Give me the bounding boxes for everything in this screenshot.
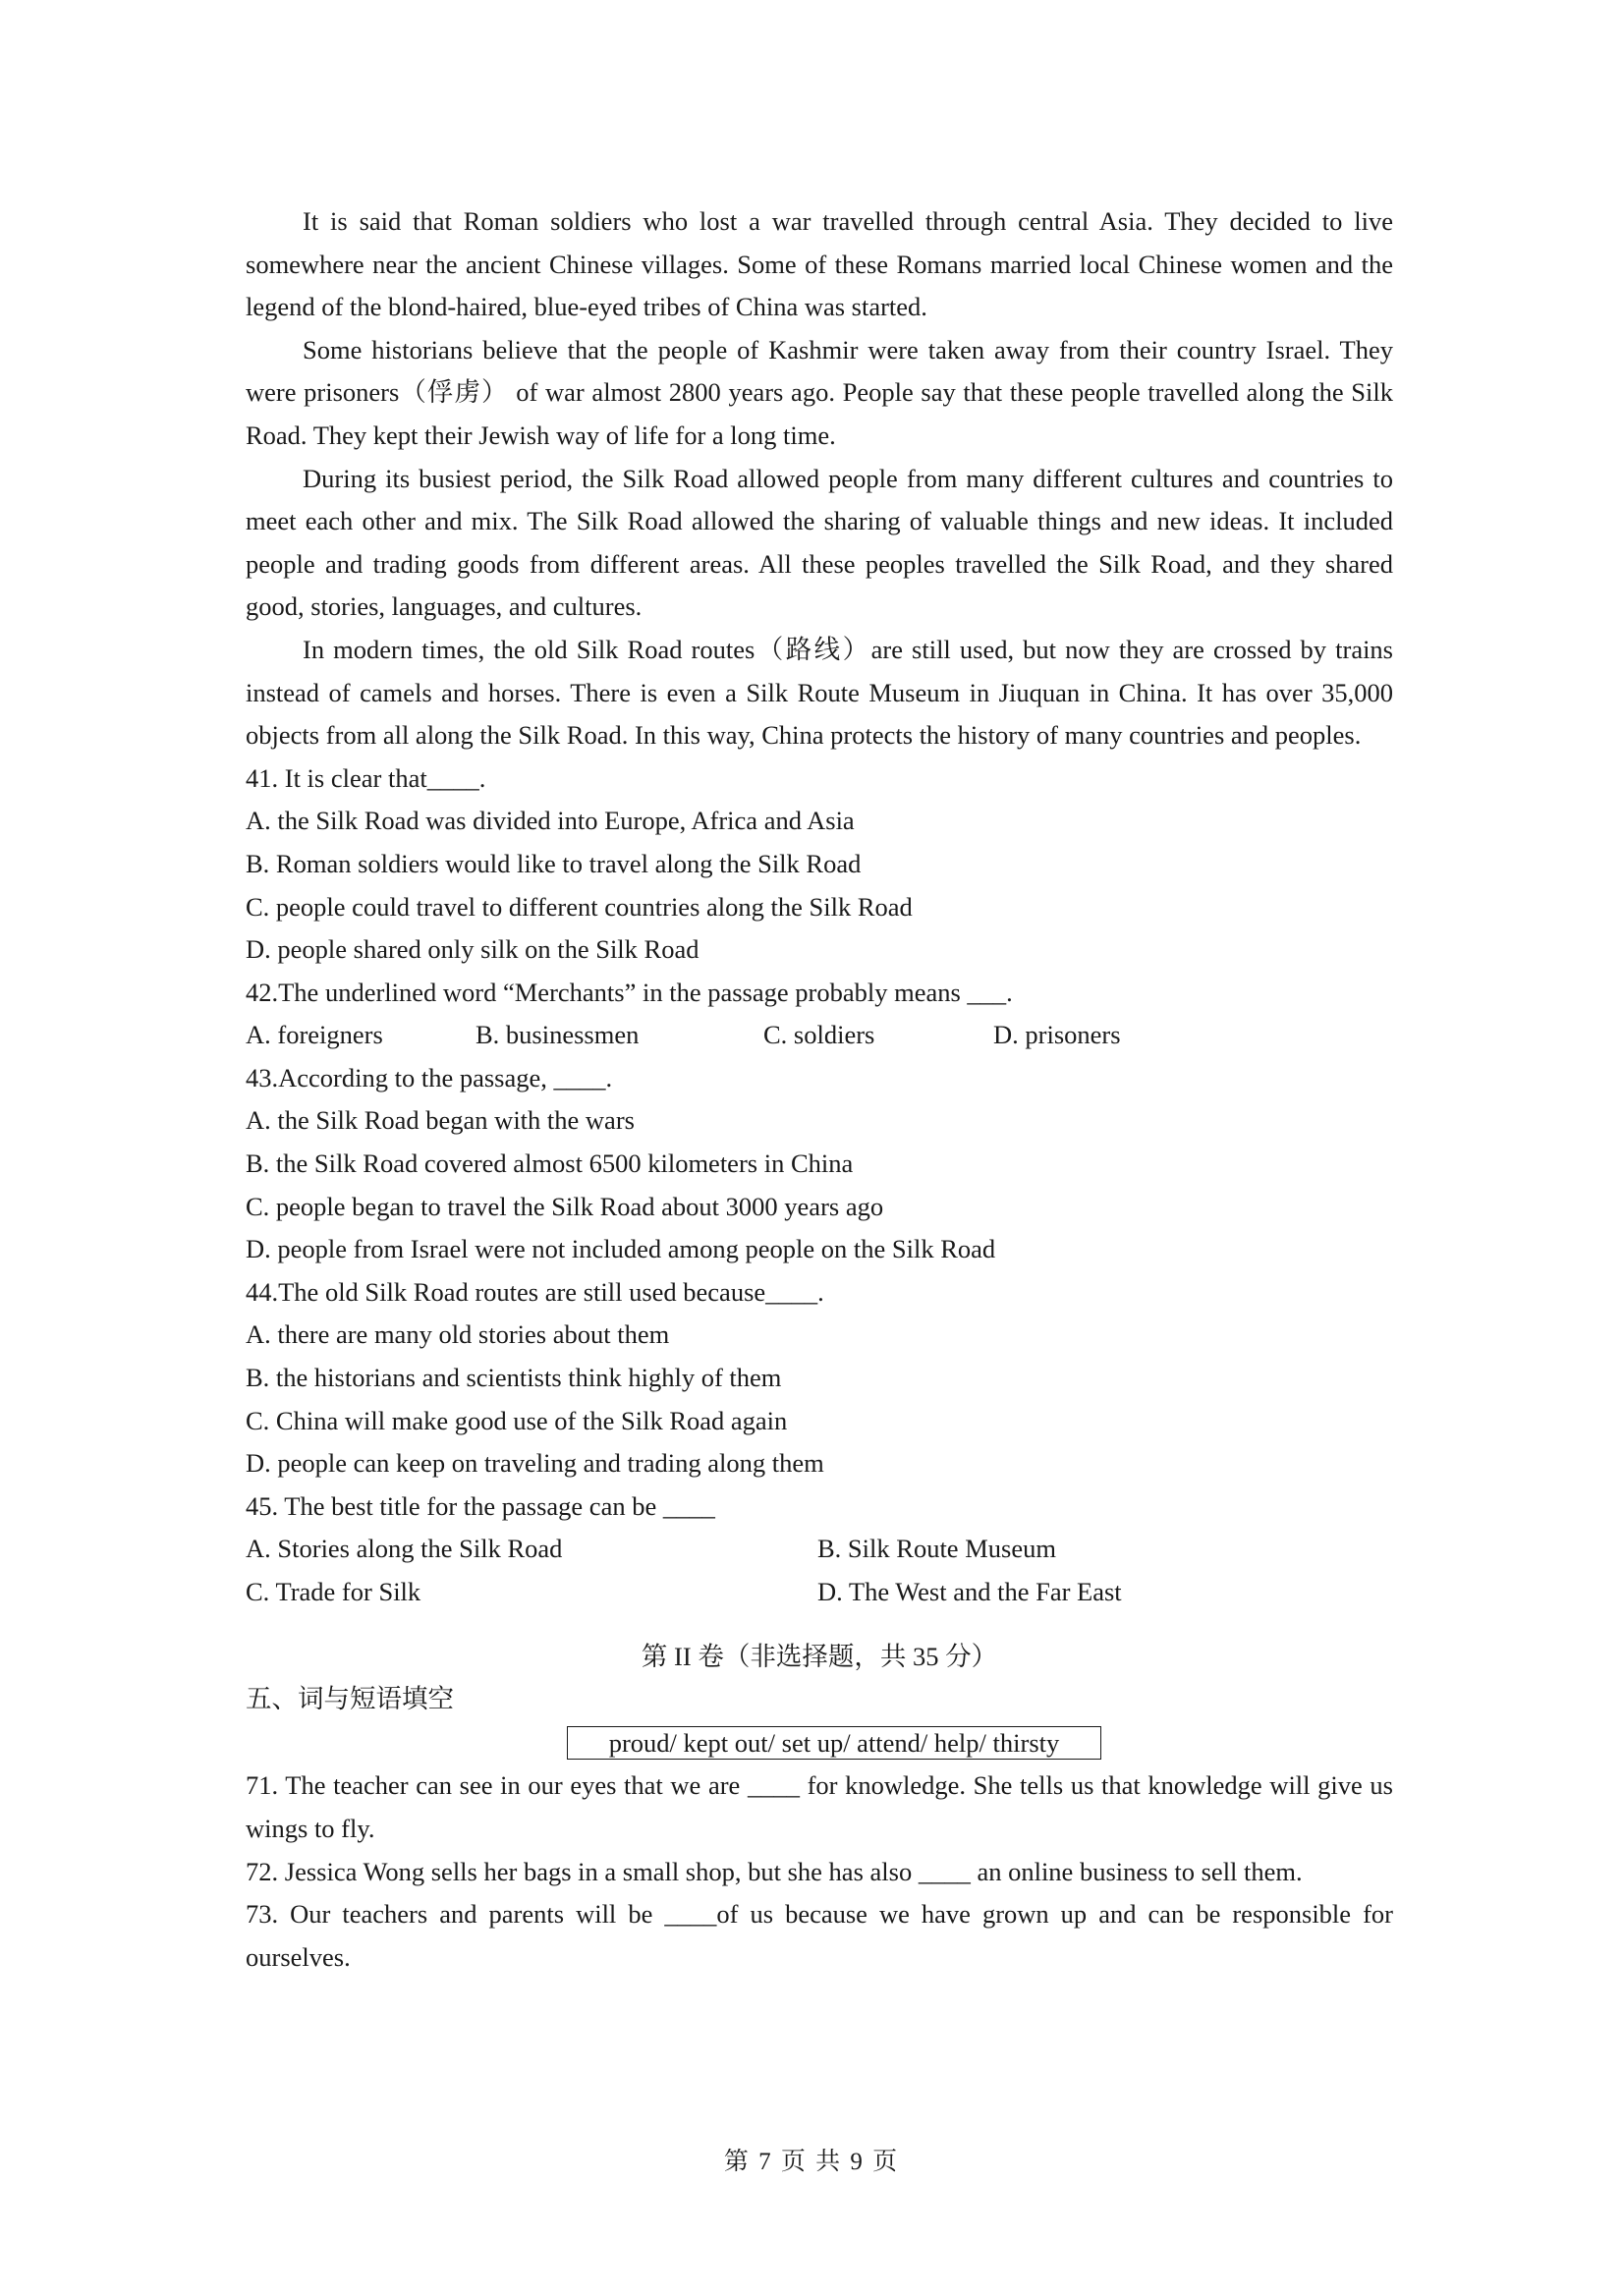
question-44-option-d: D. people can keep on traveling and trading along them xyxy=(246,1448,824,1479)
passage-paragraph: In modern times, the old Silk Road routes（路线）are still used, but now they are crossed by trains instead of camels and horses. There is even a Silk Route Museum in Jiuquan in China. It has over 35,000 objects from all along the Silk Road. In this way, China protects the history of many countries and peoples. xyxy=(246,634,1393,751)
question-45-option-b: B. Silk Route Museum xyxy=(817,1534,1056,1564)
question-42-option-a: A. foreigners xyxy=(246,1020,383,1050)
question-41-option-b: B. Roman soldiers would like to travel along the Silk Road xyxy=(246,848,862,878)
word-box: proud/ kept out/ set up/ attend/ help/ thirsty xyxy=(567,1726,1102,1760)
question-43-stem: 43.According to the passage, ____. xyxy=(246,1062,613,1092)
question-41-option-c: C. people could travel to different countries along the Silk Road xyxy=(246,891,913,922)
question-42-option-b: B. businessmen xyxy=(476,1020,640,1050)
page-footer: 第 7 页 共 9 页 xyxy=(723,2149,900,2175)
fill-item-71: 71. The teacher can see in our eyes that we are ____ for knowledge. She tells us that knowledge will give us wings to fly. xyxy=(246,1770,1393,1843)
question-42-option-d: D. prisoners xyxy=(993,1020,1121,1050)
question-42-stem: 42.The underlined word “Merchants” in the passage probably means ___. xyxy=(246,977,1013,1007)
question-43-option-d: D. people from Israel were not included among people on the Silk Road xyxy=(246,1234,996,1264)
question-45-option-a: A. Stories along the Silk Road xyxy=(246,1534,563,1564)
question-41-stem: 41. It is clear that____. xyxy=(246,762,486,793)
fill-item-73: 73. Our teachers and parents will be ____of us because we have grown up and can be responsible for ourselves. xyxy=(246,1899,1393,1972)
passage-paragraph: Some historians believe that the people of Kashmir were taken away from their country Israel. They were prisoners（俘虏） of war almost 2800 years ago. People say that these people travelled along the Silk Road. They kept their Jewish way of life for a long time. xyxy=(246,334,1393,450)
question-42-option-c: C. soldiers xyxy=(763,1020,875,1050)
question-45-options-row-2 xyxy=(246,1571,1393,1614)
question-43-option-c: C. people began to travel the Silk Road about 3000 years ago xyxy=(246,1191,884,1221)
passage-paragraph: During its busiest period, the Silk Road allowed people from many different cultures and countries to meet each other and mix. The Silk Road allowed the sharing of valuable things and new ideas. It included people and trading goods from different areas. All these peoples travelled the Silk Road, and they shared good, stories, languages, and cultures. xyxy=(246,463,1393,622)
question-45-options-row-1 xyxy=(246,1528,1393,1571)
part-2-title: 第 II 卷（非选择题，共 35 分） xyxy=(641,1641,998,1671)
question-44-option-c: C. China will make good use of the Silk Road again xyxy=(246,1405,788,1435)
question-41-option-d: D. people shared only silk on the Silk Road xyxy=(246,934,700,965)
question-41-option-a: A. the Silk Road was divided into Europe, Africa and Asia xyxy=(246,806,855,836)
word-box-row xyxy=(246,1721,1393,1765)
question-45-option-d: D. The West and the Far East xyxy=(817,1577,1122,1606)
question-44-option-a: A. there are many old stories about them xyxy=(246,1319,670,1350)
passage-paragraph: It is said that Roman soldiers who lost a war travelled through central Asia. They decided to live somewhere near the ancient Chinese villages. Some of these Romans married local Chinese women and the legend of the blond-haired, blue-eyed tribes of China was started. xyxy=(246,206,1393,322)
question-44-stem: 44.The old Silk Road routes are still used because____. xyxy=(246,1276,824,1307)
section-5-heading: 五、词与短语填空 xyxy=(246,1684,454,1714)
question-45-stem: 45. The best title for the passage can be ____ xyxy=(246,1490,715,1521)
page-content xyxy=(246,200,1393,1979)
question-44-option-b: B. the historians and scientists think highly of them xyxy=(246,1363,782,1393)
question-42-options xyxy=(246,1014,1393,1057)
question-43-option-a: A. the Silk Road began with the wars xyxy=(246,1105,635,1136)
question-43-option-b: B. the Silk Road covered almost 6500 kilometers in China xyxy=(246,1148,854,1179)
question-45-option-c: C. Trade for Silk xyxy=(246,1577,421,1606)
fill-item-72: 72. Jessica Wong sells her bags in a small shop, but she has also ____ an online business to sell them. xyxy=(246,1856,1303,1886)
